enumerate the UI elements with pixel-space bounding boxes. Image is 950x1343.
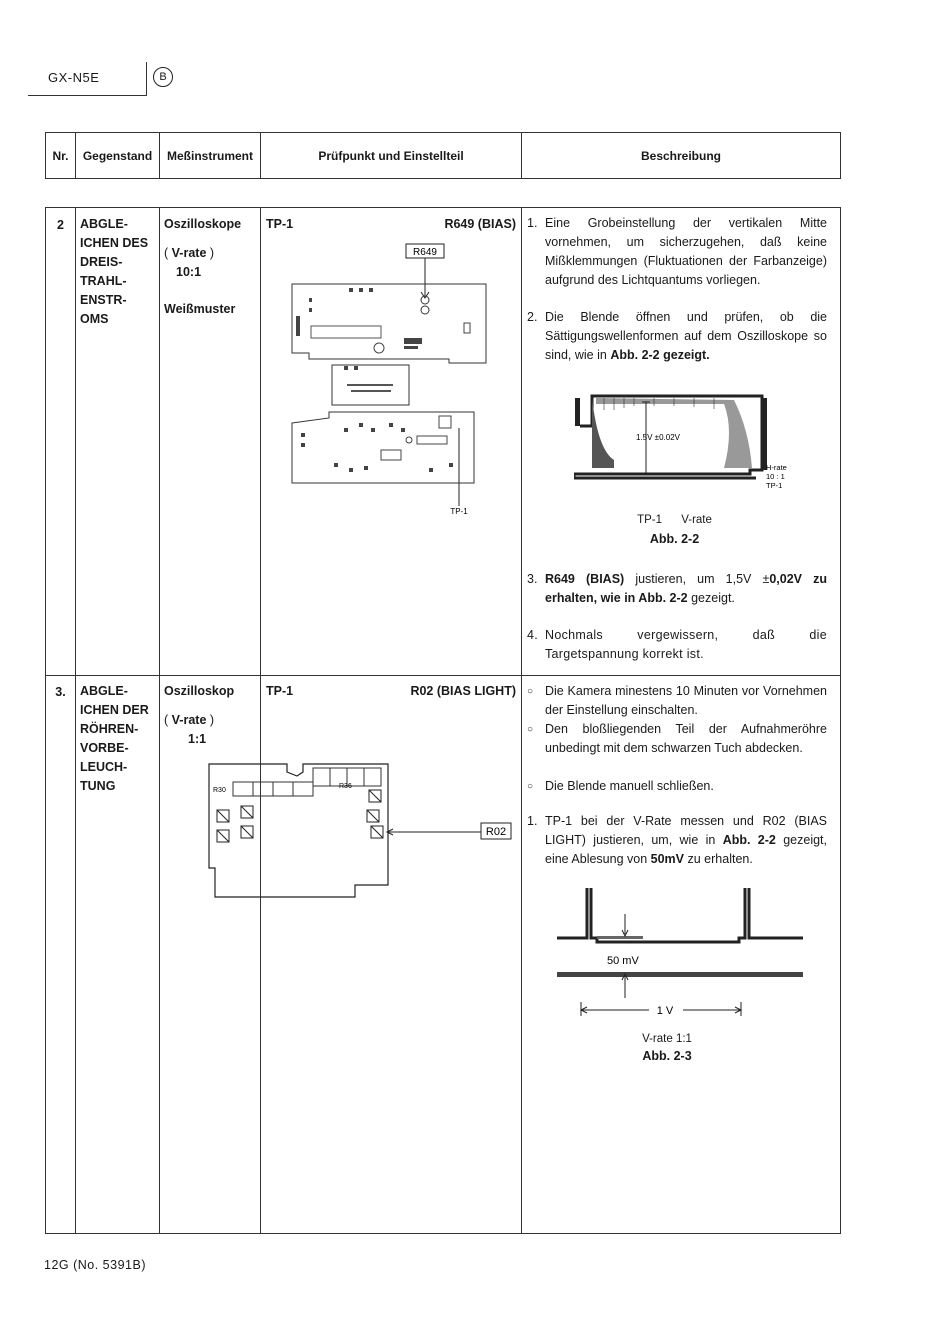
row3-nr-cell [46, 676, 76, 1234]
row2-step-3: 3. R649 (BIAS) justieren, um 1,5V ±0,02V zu erhalten, wie in Abb. 2-2 gezeigt. [527, 572, 828, 605]
row3-vrate: ( V-rate ) 1:1 [160, 701, 260, 749]
label-r02: R02 [485, 826, 507, 838]
row3-description-cell [522, 676, 841, 1234]
label-r36: R36 [339, 783, 352, 790]
subject-line: ABGLE- [80, 217, 128, 231]
col-nr: Nr. [46, 133, 76, 179]
subject-line: DREIS- [80, 255, 123, 269]
col-messinstrument: Meßinstrument [160, 133, 261, 179]
row2-instrument: Oszilloskope [164, 217, 242, 231]
col-gegenstand: Gegenstand [76, 133, 160, 179]
wave-hrate-value: 10 : 1 [766, 472, 785, 481]
subject-line: TRAHL- [80, 274, 127, 288]
abb-2-2-caption: TP-1 V-rate [637, 514, 712, 526]
row3-bullet-1: ○ Die Kamera minestens 10 Minuten vor Vornehmen der Einstellung einschalten. [527, 684, 827, 717]
table-row-2 [46, 208, 841, 676]
col-beschreibung: Beschreibung [522, 133, 841, 179]
row3-subject [76, 676, 159, 796]
row2-adjust: R649 (BIAS) [444, 217, 516, 231]
row2-nr-cell [46, 208, 76, 676]
row2-instrument-cell [160, 208, 261, 676]
row3-instrument: Oszilloskop [164, 684, 235, 698]
row2-vrate-value: 10:1 [176, 265, 202, 279]
wave-tp-label: TP-1 [766, 481, 783, 490]
waveform-abb-2-2 [574, 390, 794, 495]
row3-nr: 3. [55, 685, 66, 699]
col-pruefpunkt: Prüfpunkt und Einstellteil [261, 133, 522, 179]
badge-circle: B [153, 67, 173, 87]
subject-line: VORBE- [80, 741, 129, 755]
row3-step-1: 1. TP-1 bei der V-Rate messen und R02 (BIAS LIGHT) justieren, um, wie in Abb. 2-2 gezeigt, eine Ablesung von 50mV zu erhalten. [527, 814, 827, 866]
row2-subject-cell [76, 208, 160, 676]
row2-subject [76, 208, 159, 329]
page-footer: 12G (No. 5391B) [44, 1258, 146, 1272]
row2-step-1: 1. Eine Grobeinstellung der vertikalen Mitte vornehmen, um sicherzugehen, daß keine Mißklemmungen (Fluktuationen der Farbanzeige) aufgrund des Lichtquantums vorliegen. [527, 216, 827, 287]
waveform-abb-2-3 [557, 884, 812, 1019]
label-r30: R30 [213, 787, 226, 794]
abb-2-2-title: Abb. 2-2 [649, 532, 700, 546]
pcb-diagram-r02 [205, 760, 517, 902]
row3-vrate-value: 1:1 [188, 732, 207, 746]
subject-line: TUNG [80, 779, 116, 793]
header-rule [28, 95, 146, 96]
row3-bullet-2: ○ Den bloßliegenden Teil der Aufnahmeröhre unbedingt mit dem schwarzen Tuch abdecken. [527, 722, 827, 755]
row2-vrate: ( V-rate ) 10:1 [160, 234, 260, 282]
row2-step-2: 2. Die Blende öffnen und prüfen, ob die Sättigungswellenformen auf dem Oszilloskope so sind, wie in Abb. 2-2 gezeigt. [527, 310, 827, 362]
pcb-diagram-r649 [289, 238, 489, 518]
row3-subject-cell [76, 676, 160, 1234]
subject-line: OMS [80, 312, 109, 326]
subject-line: ICHEN DER [80, 703, 149, 717]
label-tp1: TP-1 [450, 507, 468, 516]
subject-line: RÖHREN- [80, 722, 139, 736]
wave-level-label: 1.5V ±0.02V [636, 433, 680, 442]
row3-bullet-3: ○ Die Blende manuell schließen. [527, 779, 714, 793]
abb-2-3-caption: V-rate 1:1 [642, 1033, 692, 1045]
main-table [45, 207, 841, 1234]
model-number: GX-N5E [48, 70, 100, 85]
subject-line: LEUCH- [80, 760, 128, 774]
wave-hrate-label: H-rate [766, 463, 787, 472]
row2-nr: 2 [57, 218, 64, 232]
row2-testpoint-cell [261, 208, 522, 676]
subject-line: ABGLE- [80, 684, 128, 698]
column-header-table [45, 132, 841, 179]
wave-50mv-label: 50 mV [607, 955, 639, 967]
row3-adjust: R02 (BIAS LIGHT) [410, 684, 516, 698]
row2-description-cell [522, 208, 841, 676]
header-divider [146, 62, 147, 96]
row2-testpoint: TP-1 [266, 217, 294, 231]
subject-line: ENSTR- [80, 293, 127, 307]
row2-instrument2: Weißmuster [164, 302, 236, 316]
row3-testpoint: TP-1 [266, 684, 294, 698]
row2-step-4: 4. Nochmals vergewissern, daß die Targetspannung korrekt ist. [527, 628, 827, 661]
subject-line: ICHEN DES [80, 236, 149, 250]
abb-2-3-title: Abb. 2-3 [642, 1049, 692, 1063]
wave-1v-label: 1 V [656, 1005, 674, 1017]
label-r649: R649 [413, 247, 437, 258]
